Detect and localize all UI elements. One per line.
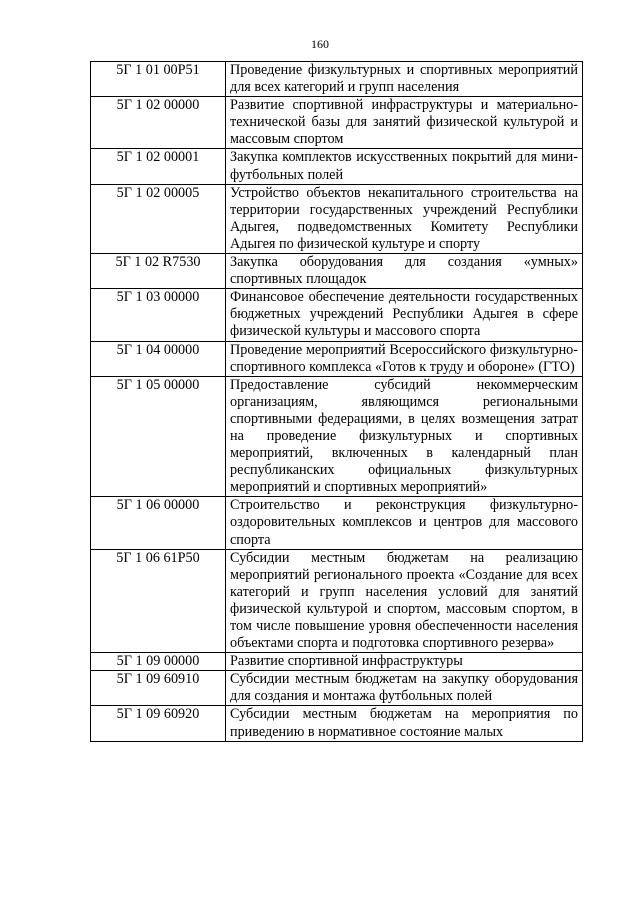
code-cell: 5Г 1 02 00000 [91, 97, 226, 149]
table-row [91, 289, 583, 341]
description-cell: Субсидии местным бюджетам на закупку оборудования для создания и монтажа футбольных полей [226, 671, 583, 706]
code-cell: 5Г 1 05 00000 [91, 376, 226, 497]
code-cell: 5Г 1 02 R7530 [91, 254, 226, 289]
description-cell: Развитие спортивной инфраструктуры и материально-технической базы для занятий физической культурой и массовым спортом [226, 97, 583, 149]
table-row [91, 671, 583, 706]
table-row [91, 341, 583, 376]
code-cell: 5Г 1 09 60910 [91, 671, 226, 706]
description-cell: Развитие спортивной инфраструктуры [226, 653, 583, 671]
description-cell: Устройство объектов некапитального строительства на территории государственных учреждений Республики Адыгея, подведомственных Комитету Республики Адыгея по физической культуре и спорту [226, 184, 583, 253]
table-row [91, 149, 583, 184]
description-cell: Строительство и реконструкция физкультурно-оздоровительных комплексов и центров для массового спорта [226, 497, 583, 549]
code-cell: 5Г 1 06 00000 [91, 497, 226, 549]
code-cell: 5Г 1 04 00000 [91, 341, 226, 376]
description-cell: Проведение физкультурных и спортивных мероприятий для всех категорий и групп населения [226, 62, 583, 97]
table-row [91, 184, 583, 253]
table-row [91, 706, 583, 741]
description-cell: Финансовое обеспечение деятельности государственных бюджетных учреждений Республики Адыгея в сфере физической культуры и массового спорта [226, 289, 583, 341]
code-cell: 5Г 1 09 00000 [91, 653, 226, 671]
description-cell: Проведение мероприятий Всероссийского физкультурно-спортивного комплекса «Готов к труду и обороне» (ГТО) [226, 341, 583, 376]
code-cell: 5Г 1 02 00005 [91, 184, 226, 253]
code-cell: 5Г 1 09 60920 [91, 706, 226, 741]
description-cell: Закупка оборудования для создания «умных» спортивных площадок [226, 254, 583, 289]
table-row [91, 97, 583, 149]
page-number: 160 [311, 37, 329, 51]
table-row [91, 653, 583, 671]
code-cell: 5Г 1 03 00000 [91, 289, 226, 341]
table-row [91, 497, 583, 549]
table-row [91, 376, 583, 497]
description-cell: Субсидии местным бюджетам на реализацию мероприятий регионального проекта «Создание для всех категорий и групп населения условий для занятий физической культурой и спортом, массовым спортом, в том числе повышение уровня обеспеченности населения объектами спорта и подготовка спортивного резерва» [226, 549, 583, 653]
code-cell: 5Г 1 01 00Р51 [91, 62, 226, 97]
description-cell: Закупка комплектов искусственных покрытий для мини-футбольных полей [226, 149, 583, 184]
table-row [91, 549, 583, 653]
table-body [91, 62, 583, 742]
description-cell: Субсидии местным бюджетам на мероприятия по приведению в нормативное состояние малых [226, 706, 583, 741]
budget-code-table [90, 61, 583, 742]
code-cell: 5Г 1 02 00001 [91, 149, 226, 184]
table-row [91, 62, 583, 97]
description-cell: Предоставление субсидий некоммерческим организациям, являющимся региональными спортивными федерациями, в целях возмещения затрат на проведение физкультурных и спортивных мероприятий, включенных в календарный план республиканских официальных физкультурных мероприятий и спортивных мероприятий» [226, 376, 583, 497]
code-cell: 5Г 1 06 61Р50 [91, 549, 226, 653]
table-row [91, 254, 583, 289]
